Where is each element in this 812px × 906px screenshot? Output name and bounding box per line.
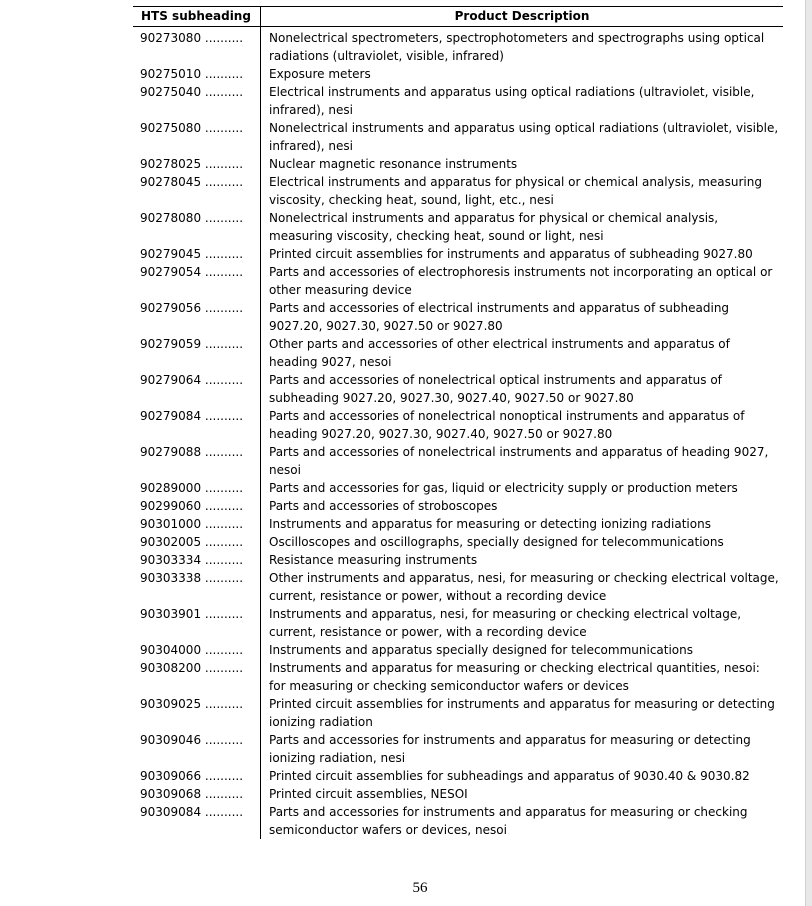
hts-table-container [133, 6, 783, 839]
dot-leader: .......... [201, 481, 244, 495]
hts-code: 90309068 [140, 787, 202, 801]
dot-leader: .......... [201, 265, 244, 279]
hts-code: 90279059 [140, 337, 202, 351]
hts-table [133, 6, 783, 839]
table-row [133, 695, 783, 731]
dot-leader: .......... [201, 373, 244, 387]
hts-code-cell [133, 65, 261, 83]
product-description: Resistance measuring instruments [269, 553, 478, 567]
hts-code-cell [133, 497, 261, 515]
product-description: Nuclear magnetic resonance instruments [269, 157, 518, 171]
dot-leader: .......... [201, 697, 244, 711]
hts-code: 90275010 [140, 67, 202, 81]
hts-code: 90309084 [140, 805, 202, 819]
product-description: Parts and accessories of nonelectrical optical instruments and apparatus of subheading 9027.20, 9027.30, 9027.40, 9027.50 or 9027.80 [269, 373, 722, 405]
hts-code-cell [133, 533, 261, 551]
hts-code: 90273080 [140, 31, 202, 45]
table-row [133, 209, 783, 245]
hts-code-cell [133, 551, 261, 569]
table-row [133, 443, 783, 479]
hts-code: 90309046 [140, 733, 202, 747]
table-row [133, 533, 783, 551]
product-description: Nonelectrical instruments and apparatus for physical or chemical analysis, measuring viscosity, checking heat, sound or light, nesi [269, 211, 719, 243]
dot-leader: .......... [201, 211, 244, 225]
dot-leader: .......... [201, 301, 244, 315]
hts-code: 90309025 [140, 697, 202, 711]
dot-leader: .......... [201, 571, 244, 585]
table-row [133, 767, 783, 785]
hts-code-cell [133, 785, 261, 803]
table-row [133, 641, 783, 659]
product-description: Printed circuit assemblies for instruments and apparatus for measuring or detecting ionizing radiation [269, 697, 775, 729]
header-product-description: Product Description [261, 7, 784, 27]
page-number: 56 [412, 880, 428, 896]
product-description: Other parts and accessories of other electrical instruments and apparatus of heading 9027, nesoi [269, 337, 730, 369]
hts-code: 90279088 [140, 445, 202, 459]
product-description: Instruments and apparatus specially designed for telecommunications [269, 643, 694, 657]
hts-code-cell [133, 803, 261, 839]
table-row [133, 65, 783, 83]
table-row [133, 83, 783, 119]
hts-code: 90308200 [140, 661, 202, 675]
hts-code-cell [133, 83, 261, 119]
table-row [133, 731, 783, 767]
hts-code-cell [133, 605, 261, 641]
dot-leader: .......... [201, 157, 244, 171]
page-edge-shadow [805, 0, 812, 906]
product-description: Parts and accessories for gas, liquid or electricity supply or production meters [269, 481, 738, 495]
product-description: Nonelectrical instruments and apparatus using optical radiations (ultraviolet, visible, infrared), nesi [269, 121, 779, 153]
product-description: Electrical instruments and apparatus for physical or chemical analysis, measuring viscosity, checking heat, sound, light, etc., nesi [269, 175, 762, 207]
hts-code: 90278080 [140, 211, 202, 225]
dot-leader: .......... [201, 607, 244, 621]
hts-code-cell [133, 119, 261, 155]
product-description: Printed circuit assemblies for instruments and apparatus of subheading 9027.80 [269, 247, 753, 261]
dot-leader: .......... [201, 769, 244, 783]
hts-code: 90278045 [140, 175, 202, 189]
dot-leader: .......... [201, 643, 244, 657]
product-description: Instruments and apparatus, nesi, for measuring or checking electrical voltage, current, resistance or power, with a recording device [269, 607, 742, 639]
table-row [133, 803, 783, 839]
dot-leader: .......... [201, 337, 244, 351]
hts-code: 90303334 [140, 553, 202, 567]
hts-code-cell [133, 569, 261, 605]
dot-leader: .......... [201, 121, 244, 135]
dot-leader: .......... [201, 499, 244, 513]
product-description: Parts and accessories of nonelectrical nonoptical instruments and apparatus of heading 9027.20, 9027.30, 9027.40, 9027.50 or 9027.80 [269, 409, 745, 441]
product-description: Oscilloscopes and oscillographs, specially designed for telecommunications [269, 535, 724, 549]
hts-code: 90301000 [140, 517, 202, 531]
table-row [133, 173, 783, 209]
dot-leader: .......... [201, 517, 244, 531]
product-description: Nonelectrical spectrometers, spectrophotometers and spectrographs using optical radiations (ultraviolet, visible, infrared) [269, 31, 765, 63]
dot-leader: .......... [201, 247, 244, 261]
hts-code-cell [133, 209, 261, 245]
dot-leader: .......... [201, 553, 244, 567]
table-row [133, 515, 783, 533]
dot-leader: .......... [201, 175, 244, 189]
hts-code-cell [133, 27, 261, 66]
hts-code: 90289000 [140, 481, 202, 495]
dot-leader: .......... [201, 67, 244, 81]
table-row [133, 119, 783, 155]
product-description: Printed circuit assemblies for subheadings and apparatus of 9030.40 & 9030.82 [269, 769, 750, 783]
header-hts-subheading: HTS subheading [133, 7, 261, 27]
hts-code-cell [133, 731, 261, 767]
hts-code-cell [133, 479, 261, 497]
product-description: Other instruments and apparatus, nesi, for measuring or checking electrical voltage, current, resistance or power, without a recording device [269, 571, 779, 603]
table-header [133, 7, 783, 27]
hts-code: 90309066 [140, 769, 202, 783]
hts-code: 90299060 [140, 499, 202, 513]
hts-code-cell [133, 245, 261, 263]
hts-code-cell [133, 263, 261, 299]
product-description: Instruments and apparatus for measuring or detecting ionizing radiations [269, 517, 711, 531]
table-row [133, 27, 783, 66]
hts-code-cell [133, 335, 261, 371]
hts-code-cell [133, 371, 261, 407]
product-description: Parts and accessories for instruments and apparatus for measuring or detecting ionizing radiation, nesi [269, 733, 751, 765]
hts-code: 90279084 [140, 409, 202, 423]
dot-leader: .......... [201, 409, 244, 423]
table-row [133, 551, 783, 569]
dot-leader: .......... [201, 445, 244, 459]
table-body [133, 27, 783, 840]
hts-code: 90302005 [140, 535, 202, 549]
product-description: Printed circuit assemblies, NESOI [269, 787, 468, 801]
dot-leader: .......... [201, 661, 244, 675]
table-row [133, 155, 783, 173]
product-description: Parts and accessories of electrophoresis instruments not incorporating an optical or other measuring device [269, 265, 773, 297]
hts-code: 90303901 [140, 607, 202, 621]
table-row [133, 605, 783, 641]
table-row [133, 299, 783, 335]
table-row [133, 497, 783, 515]
table-row [133, 263, 783, 299]
hts-code: 90279056 [140, 301, 202, 315]
hts-code-cell [133, 155, 261, 173]
hts-code-cell [133, 641, 261, 659]
hts-code-cell [133, 767, 261, 785]
product-description: Electrical instruments and apparatus using optical radiations (ultraviolet, visible, infrared), nesi [269, 85, 755, 117]
product-description: Exposure meters [269, 67, 371, 81]
hts-code: 90275040 [140, 85, 202, 99]
table-row [133, 569, 783, 605]
hts-code-cell [133, 443, 261, 479]
hts-code-cell [133, 173, 261, 209]
product-description: Parts and accessories of nonelectrical instruments and apparatus of heading 9027, nesoi [269, 445, 769, 477]
hts-code: 90279045 [140, 247, 202, 261]
table-row [133, 659, 783, 695]
dot-leader: .......... [201, 805, 244, 819]
hts-code: 90304000 [140, 643, 202, 657]
table-row [133, 407, 783, 443]
table-row [133, 335, 783, 371]
hts-code-cell [133, 299, 261, 335]
table-row [133, 785, 783, 803]
hts-code: 90275080 [140, 121, 202, 135]
hts-code: 90278025 [140, 157, 202, 171]
product-description: Parts and accessories of electrical instruments and apparatus of subheading 9027.20, 9027.30, 9027.50 or 9027.80 [269, 301, 730, 333]
hts-code-cell [133, 407, 261, 443]
hts-code: 90303338 [140, 571, 202, 585]
table-row [133, 371, 783, 407]
table-row [133, 245, 783, 263]
table-row [133, 479, 783, 497]
hts-code-cell [133, 695, 261, 731]
product-description: Instruments and apparatus for measuring or checking electrical quantities, nesoi: for measuring or checking semiconductor wafers or devices [269, 661, 760, 693]
dot-leader: .......... [201, 733, 244, 747]
header-row [133, 7, 783, 27]
product-description: Parts and accessories of stroboscopes [269, 499, 498, 513]
dot-leader: .......... [201, 85, 244, 99]
dot-leader: .......... [201, 31, 244, 45]
hts-code-cell [133, 659, 261, 695]
hts-code: 90279054 [140, 265, 202, 279]
product-description: Parts and accessories for instruments and apparatus for measuring or checking semiconductor wafers or devices, nesoi [269, 805, 748, 837]
hts-code-cell [133, 515, 261, 533]
hts-code: 90279064 [140, 373, 202, 387]
dot-leader: .......... [201, 787, 244, 801]
dot-leader: .......... [201, 535, 244, 549]
